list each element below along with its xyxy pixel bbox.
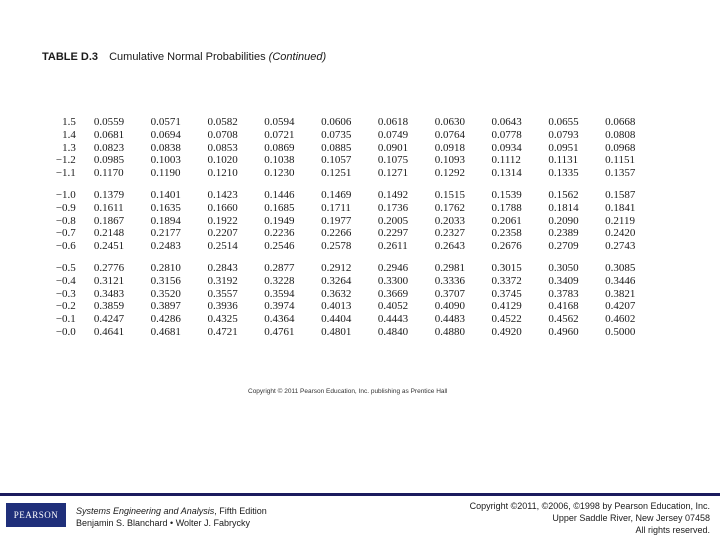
book-authors: Benjamin S. Blanchard • Wolter J. Fabrycky xyxy=(76,518,251,528)
probability-cell: 0.1038 xyxy=(264,154,295,167)
probability-cell: 0.3015 xyxy=(491,261,522,274)
probability-cell: 0.1112 xyxy=(491,154,521,167)
book-edition: , Fifth Edition xyxy=(214,506,267,516)
probability-cell: 0.2877 xyxy=(264,261,295,274)
probability-cell: 0.1762 xyxy=(434,201,465,214)
probability-cell: 0.1057 xyxy=(321,154,352,167)
probability-cell: 0.3669 xyxy=(377,287,409,300)
table-row xyxy=(30,240,662,253)
probability-cell: 0.0559 xyxy=(93,116,125,128)
book-title-line xyxy=(76,505,267,517)
table-row xyxy=(30,275,662,288)
book-info xyxy=(76,505,267,529)
probability-cell: 0.0934 xyxy=(491,141,522,154)
rights-line-2: Upper Saddle River, New Jersey 07458 xyxy=(552,513,710,523)
probability-cell: 0.2207 xyxy=(207,227,238,240)
probability-table-body xyxy=(30,116,662,339)
probability-cell: 0.3300 xyxy=(377,274,409,287)
probability-cell: 0.4602 xyxy=(605,313,636,326)
probability-cell: 0.1151 xyxy=(605,154,635,167)
probability-cell: 0.0823 xyxy=(93,141,125,154)
book-title: Systems Engineering and Analysis xyxy=(76,506,215,516)
z-value-cell: 1.5 xyxy=(62,116,76,128)
probability-cell: 0.2389 xyxy=(548,227,579,240)
z-value-cell: −0.8 xyxy=(55,214,76,227)
probability-cell: 0.2514 xyxy=(207,240,238,253)
probability-cell: 0.1922 xyxy=(207,214,238,227)
probability-cell: 0.0838 xyxy=(150,141,181,154)
probability-cell: 0.4404 xyxy=(321,313,352,326)
probability-cell: 0.1841 xyxy=(605,201,636,214)
probability-cell: 0.0764 xyxy=(434,128,465,141)
probability-cell: 0.2743 xyxy=(605,240,636,253)
probability-cell: 0.4325 xyxy=(207,313,238,326)
probability-cell: 0.1660 xyxy=(207,201,238,214)
probability-cell: 0.2005 xyxy=(377,214,409,227)
table-title-continued: (Continued) xyxy=(268,51,327,63)
z-value-cell: −0.9 xyxy=(55,201,76,214)
probability-cell: 0.1210 xyxy=(207,167,238,180)
table-row xyxy=(30,129,662,142)
probability-cell: 0.4681 xyxy=(150,325,181,338)
probability-cell: 0.3594 xyxy=(264,287,295,300)
probability-cell: 0.0571 xyxy=(150,116,181,128)
probability-cell: 0.2177 xyxy=(150,227,181,240)
probability-cell: 0.2090 xyxy=(548,214,579,227)
probability-cell: 0.0655 xyxy=(548,116,579,128)
probability-cell: 0.1379 xyxy=(93,188,125,201)
probability-cell: 0.2643 xyxy=(434,240,465,253)
probability-cell: 0.4880 xyxy=(434,325,465,338)
probability-cell: 0.0618 xyxy=(377,116,409,128)
probability-cell: 0.4207 xyxy=(605,300,636,313)
table-title xyxy=(42,51,326,63)
probability-cell: 0.2266 xyxy=(321,227,352,240)
probability-cell: 0.2843 xyxy=(207,261,238,274)
z-value-cell: −0.5 xyxy=(55,261,76,274)
probability-cell: 0.3372 xyxy=(491,274,522,287)
probability-cell: 0.4286 xyxy=(150,313,181,326)
probability-cell: 0.4801 xyxy=(321,325,352,338)
table-row xyxy=(30,180,662,202)
probability-cell: 0.1949 xyxy=(264,214,295,227)
probability-cell: 0.1170 xyxy=(93,167,124,180)
probability-cell: 0.0869 xyxy=(264,141,295,154)
probability-cell: 0.2148 xyxy=(93,227,125,240)
table-row xyxy=(30,116,662,129)
probability-cell: 0.2981 xyxy=(434,261,465,274)
probability-cell: 0.3192 xyxy=(207,274,238,287)
probability-cell: 0.0853 xyxy=(207,141,238,154)
probability-cell: 0.0749 xyxy=(377,128,409,141)
probability-cell: 0.4522 xyxy=(491,313,522,326)
probability-cell: 0.1867 xyxy=(93,214,125,227)
probability-cell: 0.0643 xyxy=(491,116,522,128)
probability-cell: 0.1587 xyxy=(605,188,636,201)
probability-cell: 0.3520 xyxy=(150,287,181,300)
probability-cell: 0.2776 xyxy=(93,261,125,274)
probability-cell: 0.0778 xyxy=(491,128,522,141)
probability-cell: 0.3446 xyxy=(605,274,636,287)
probability-cell: 0.1292 xyxy=(434,167,465,180)
probability-cell: 0.3745 xyxy=(491,287,522,300)
probability-cell: 0.1251 xyxy=(321,167,352,180)
probability-cell: 0.0968 xyxy=(605,141,636,154)
probability-cell: 0.3409 xyxy=(548,274,579,287)
probability-cell: 0.4052 xyxy=(377,300,409,313)
table-row xyxy=(30,202,662,215)
probability-cell: 0.4562 xyxy=(548,313,579,326)
table-row xyxy=(30,154,662,167)
probability-cell: 0.4013 xyxy=(321,300,352,313)
probability-cell: 0.2709 xyxy=(548,240,579,253)
table-row xyxy=(30,215,662,228)
probability-cell: 0.4443 xyxy=(377,313,409,326)
probability-cell: 0.1190 xyxy=(150,167,181,180)
probability-cell: 0.0582 xyxy=(207,116,238,128)
probability-cell: 0.3121 xyxy=(93,274,125,287)
probability-cell: 0.3483 xyxy=(93,287,125,300)
probability-cell: 0.0721 xyxy=(264,128,295,141)
probability-cell: 0.4168 xyxy=(548,300,579,313)
probability-cell: 0.2810 xyxy=(150,261,181,274)
probability-cell: 0.2483 xyxy=(150,240,181,253)
probability-cell: 0.2578 xyxy=(321,240,352,253)
probability-cell: 0.1736 xyxy=(377,201,409,214)
probability-cell: 0.0793 xyxy=(548,128,579,141)
probability-cell: 0.3336 xyxy=(434,274,465,287)
probability-cell: 0.4721 xyxy=(207,325,238,338)
table-row xyxy=(30,142,662,155)
probability-cell: 0.1711 xyxy=(321,201,351,214)
probability-cell: 0.1230 xyxy=(264,167,295,180)
probability-cell: 0.0668 xyxy=(605,116,636,128)
z-value-cell: −1.0 xyxy=(55,188,76,201)
probability-cell: 0.1977 xyxy=(321,214,352,227)
probability-cell: 0.4840 xyxy=(377,325,409,338)
probability-cell: 0.1539 xyxy=(491,188,522,201)
probability-cell: 0.0594 xyxy=(264,116,295,128)
pearson-logo-text: PEARSON xyxy=(13,510,59,520)
probability-cell: 0.4483 xyxy=(434,313,465,326)
probability-cell: 0.1003 xyxy=(150,154,181,167)
probability-cell: 0.3050 xyxy=(548,261,579,274)
probability-cell: 0.4090 xyxy=(434,300,465,313)
probability-cell: 0.2297 xyxy=(377,227,409,240)
probability-cell: 0.4364 xyxy=(264,313,295,326)
probability-cell: 0.5000 xyxy=(605,325,636,338)
probability-cell: 0.1788 xyxy=(491,201,522,214)
probability-cell: 0.0735 xyxy=(321,128,352,141)
probability-cell: 0.3085 xyxy=(605,261,636,274)
z-value-cell: −0.0 xyxy=(55,325,76,338)
table-row xyxy=(30,288,662,301)
table-row xyxy=(30,326,662,339)
probability-cell: 0.0885 xyxy=(321,141,352,154)
probability-cell: 0.0901 xyxy=(377,141,409,154)
z-value-cell: −0.7 xyxy=(55,227,76,240)
table-copyright: Copyright © 2011 Pearson Education, Inc. publishing as Prentice Hall xyxy=(248,388,448,395)
probability-cell: 0.4129 xyxy=(491,300,522,313)
probability-cell: 0.2611 xyxy=(377,240,408,253)
probability-cell: 0.3783 xyxy=(548,287,579,300)
probability-cell: 0.0630 xyxy=(434,116,465,128)
probability-cell: 0.1446 xyxy=(264,188,295,201)
probability-cell: 0.0808 xyxy=(605,128,636,141)
probability-cell: 0.3632 xyxy=(321,287,352,300)
probability-cell: 0.1335 xyxy=(548,167,579,180)
probability-cell: 0.0708 xyxy=(207,128,238,141)
probability-cell: 0.1562 xyxy=(548,188,579,201)
probability-cell: 0.1469 xyxy=(321,188,352,201)
probability-cell: 0.1020 xyxy=(207,154,238,167)
table-row xyxy=(30,300,662,313)
table-row xyxy=(30,313,662,326)
probability-cell: 0.1314 xyxy=(491,167,522,180)
probability-cell: 0.2546 xyxy=(264,240,295,253)
probability-cell: 0.1635 xyxy=(150,201,181,214)
rights-line-3: All rights reserved. xyxy=(635,525,710,535)
probability-cell: 0.2451 xyxy=(93,240,125,253)
probability-table xyxy=(30,116,662,339)
probability-cell: 0.2236 xyxy=(264,227,295,240)
probability-cell: 0.3557 xyxy=(207,287,238,300)
probability-cell: 0.4960 xyxy=(548,325,579,338)
probability-cell: 0.4247 xyxy=(93,313,125,326)
table-row xyxy=(30,167,662,180)
table-row xyxy=(30,253,662,275)
probability-cell: 0.2033 xyxy=(434,214,465,227)
probability-cell: 0.3936 xyxy=(207,300,238,313)
rights-line-1: Copyright ©2011, ©2006, ©1998 by Pearson Education, Inc. xyxy=(469,501,710,511)
table-title-text: Cumulative Normal Probabilities xyxy=(109,51,266,63)
probability-cell: 0.0951 xyxy=(548,141,579,154)
probability-cell: 0.2676 xyxy=(491,240,522,253)
probability-cell: 0.1611 xyxy=(93,201,124,214)
probability-cell: 0.1515 xyxy=(434,188,465,201)
pearson-logo xyxy=(6,503,66,527)
probability-cell: 0.1401 xyxy=(150,188,181,201)
probability-cell: 0.3974 xyxy=(264,300,295,313)
z-value-cell: −0.2 xyxy=(55,300,76,313)
z-value-cell: −0.3 xyxy=(55,287,76,300)
probability-cell: 0.3897 xyxy=(150,300,181,313)
probability-cell: 0.0694 xyxy=(150,128,181,141)
probability-cell: 0.1093 xyxy=(434,154,465,167)
probability-cell: 0.2358 xyxy=(491,227,522,240)
table-title-label: TABLE D.3 xyxy=(42,51,99,63)
probability-cell: 0.1814 xyxy=(548,201,579,214)
probability-cell: 0.2061 xyxy=(491,214,522,227)
probability-cell: 0.0606 xyxy=(321,116,352,128)
probability-cell: 0.0985 xyxy=(93,154,125,167)
probability-cell: 0.1492 xyxy=(377,188,409,201)
probability-cell: 0.1075 xyxy=(377,154,409,167)
z-value-cell: −1.1 xyxy=(55,167,76,180)
probability-cell: 0.3264 xyxy=(321,274,352,287)
footer-divider xyxy=(0,493,720,496)
probability-cell: 0.0681 xyxy=(93,128,125,141)
probability-cell: 0.3156 xyxy=(150,274,181,287)
table-row xyxy=(30,227,662,240)
probability-cell: 0.1894 xyxy=(150,214,181,227)
probability-cell: 0.2119 xyxy=(605,214,635,227)
z-value-cell: −1.2 xyxy=(55,154,76,167)
probability-cell: 0.3707 xyxy=(434,287,465,300)
rights-notice xyxy=(410,500,710,536)
probability-cell: 0.4761 xyxy=(264,325,295,338)
probability-cell: 0.1357 xyxy=(605,167,636,180)
probability-cell: 0.2327 xyxy=(434,227,465,240)
probability-cell: 0.2946 xyxy=(377,261,409,274)
probability-cell: 0.1423 xyxy=(207,188,238,201)
probability-cell: 0.3821 xyxy=(605,287,636,300)
probability-cell: 0.1271 xyxy=(377,167,409,180)
probability-cell: 0.4641 xyxy=(93,325,125,338)
probability-cell: 0.3859 xyxy=(93,300,125,313)
z-value-cell: −0.6 xyxy=(55,240,76,253)
probability-cell: 0.2420 xyxy=(605,227,636,240)
probability-cell: 0.3228 xyxy=(264,274,295,287)
z-value-cell: 1.4 xyxy=(62,128,76,141)
z-value-cell: −0.1 xyxy=(55,313,76,326)
z-value-cell: −0.4 xyxy=(55,274,76,287)
probability-cell: 0.1131 xyxy=(548,154,579,167)
probability-cell: 0.4920 xyxy=(491,325,522,338)
z-value-cell: 1.3 xyxy=(62,141,76,154)
probability-cell: 0.2912 xyxy=(321,261,352,274)
probability-cell: 0.1685 xyxy=(264,201,295,214)
probability-cell: 0.0918 xyxy=(434,141,465,154)
